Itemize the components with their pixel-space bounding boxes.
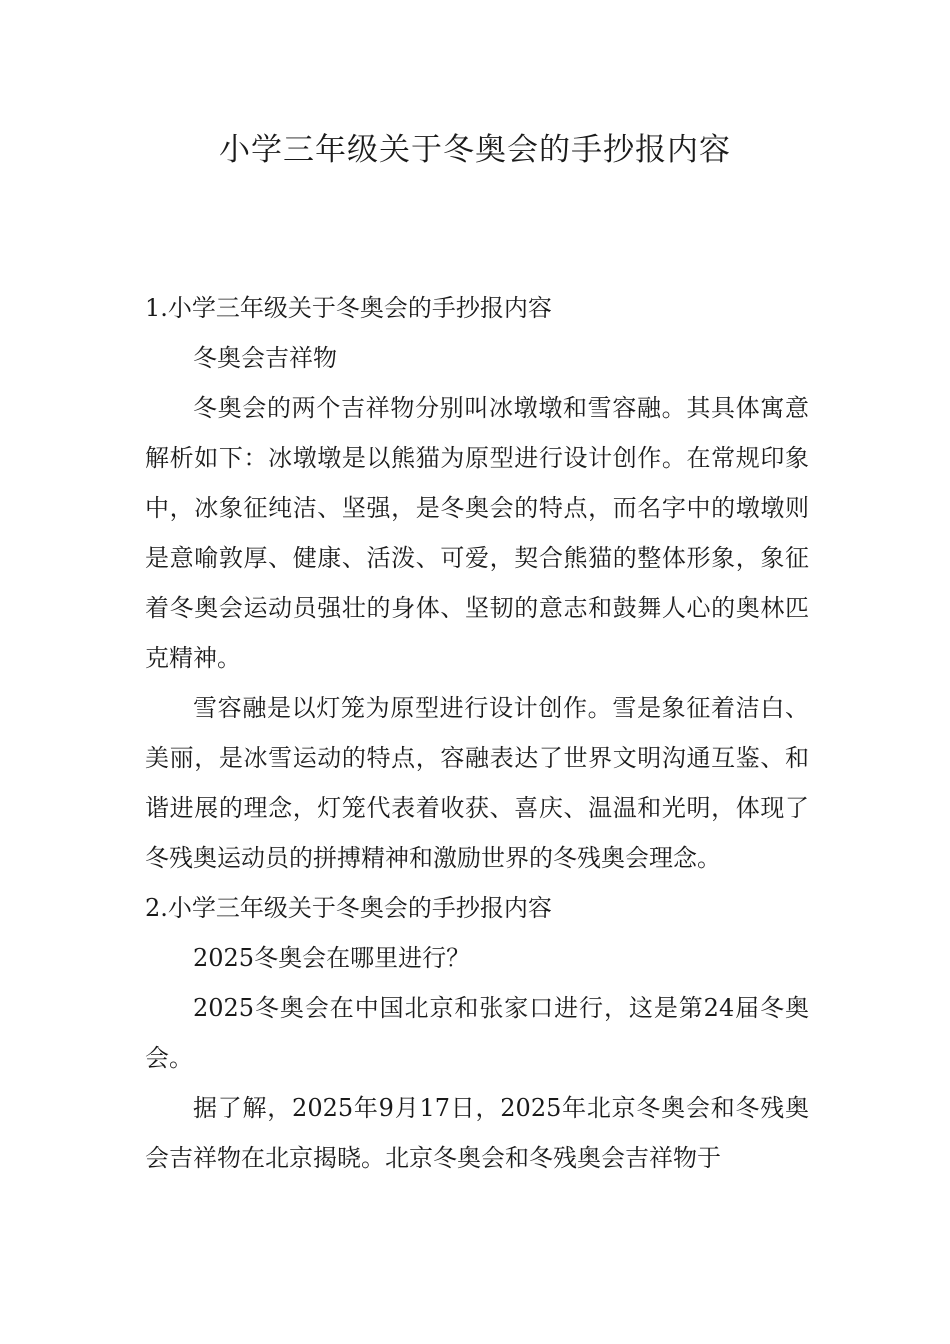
section-heading-2: 2.小学三年级关于冬奥会的手抄报内容: [145, 894, 552, 922]
subheading-mascots: 冬奥会吉祥物: [193, 344, 337, 372]
paragraph-bing-dwen-dwen: 冬奥会的两个吉祥物分别叫冰墩墩和雪容融。其具体寓意解析如下：冰墩墩是以熊猫为原型进行设计创作。在常规印象中，冰象征纯洁、坚强，是冬奥会的特点，而名字中的墩墩则是意喻敦厚、健康、活泼、可爱，契合熊猫的整体形象，象征着冬奥会运动员强壮的身体、坚韧的意志和鼓舞人心的奥林匹克精神。: [145, 394, 809, 672]
paragraph-location-answer: 2025冬奥会在中国北京和张家口进行，这是第24届冬奥会。: [145, 994, 809, 1072]
document-body: [145, 283, 809, 1183]
paragraph-shuey-rhon-rhon: 雪容融是以灯笼为原型进行设计创作。雪是象征着洁白、美丽，是冰雪运动的特点，容融表达了世界文明沟通互鉴、和谐进展的理念，灯笼代表着收获、喜庆、温温和光明，体现了冬残奥运动员的拼搏精神和激励世界的冬残奥会理念。: [145, 694, 809, 872]
subheading-location-question: 2025冬奥会在哪里进行？: [193, 944, 471, 972]
section-heading-1: 1.小学三年级关于冬奥会的手抄报内容: [145, 294, 552, 322]
page-title: 小学三年级关于冬奥会的手抄报内容: [219, 132, 731, 168]
paragraph-mascot-reveal: 据了解，2025年9月17日，2025年北京冬奥会和冬残奥会吉祥物在北京揭晓。北京冬奥会和冬残奥会吉祥物于: [145, 1094, 809, 1172]
